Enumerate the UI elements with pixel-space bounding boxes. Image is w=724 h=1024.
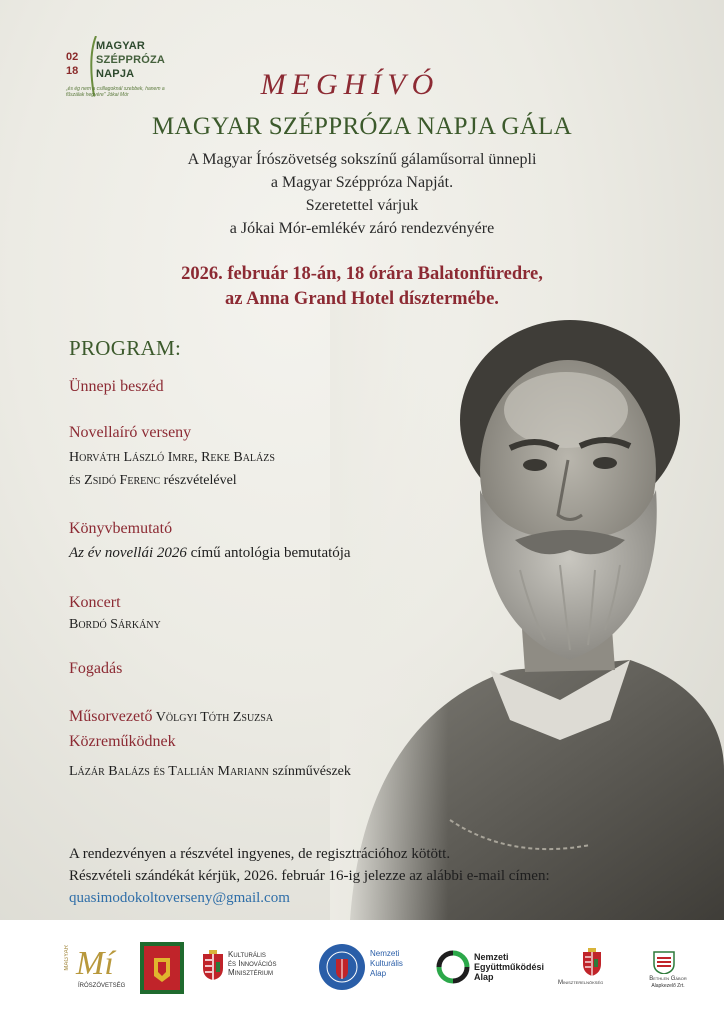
bga-emblem-icon bbox=[652, 950, 676, 974]
nea-logo: Nemzeti Együttműködési Alap bbox=[436, 950, 546, 994]
program-contest-title: Novellaíró verseny bbox=[69, 424, 192, 441]
hungarian-coat-of-arms-icon bbox=[582, 948, 602, 976]
nea-emblem-icon bbox=[436, 950, 470, 984]
invite-title: MEGHÍVÓ bbox=[260, 68, 440, 101]
kim-logo: Kulturális és Innovációs Minisztérium bbox=[202, 948, 312, 992]
program-speech: Ünnepi beszéd bbox=[69, 378, 164, 395]
program-concert-band: Bordó Sárkány bbox=[69, 617, 161, 632]
intro-line: Szeretettel várjuk bbox=[305, 197, 419, 214]
program-heading: PROGRAM: bbox=[69, 336, 182, 360]
program-contest-names: Horváth László Imre, Reke Balázs bbox=[69, 450, 275, 465]
program-contributors-title: Közreműködnek bbox=[69, 733, 176, 750]
program-reception: Fogadás bbox=[69, 660, 123, 677]
program-contributors-names: Lázár Balázs és Tallián Mariann színművészek bbox=[69, 764, 351, 779]
intro-line: a Jókai Mór-emlékév záró rendezvényére bbox=[229, 220, 495, 237]
bga-logo: Bethlen Gábor Alapkezelő Zrt. bbox=[638, 950, 698, 996]
registration-deadline: Részvételi szándékát kérjük, 2026. február 16-ig jelezze az alábbi e-mail címen: bbox=[69, 868, 550, 884]
intro-line: A Magyar Írószövetség sokszínű gálaműsorral ünnepli bbox=[187, 151, 537, 168]
intro-line: a Magyar Széppróza Napját. bbox=[270, 174, 454, 191]
registration-info bbox=[69, 843, 550, 909]
irokszovetseg-logo: MAGYAR Mí ÍRÓSZÖVETSÉG bbox=[64, 945, 126, 989]
program-contest-participation: és Zsidó Ferenc részvételével bbox=[69, 473, 237, 488]
venue-line: az Anna Grand Hotel dísztermébe. bbox=[225, 289, 499, 309]
logo-quote: „és ég nem a csillagoknál szebbek, hanem a fűszálak hegyére" Jókai Mór bbox=[66, 86, 165, 98]
nka-emblem-icon bbox=[318, 943, 366, 991]
event-title: MAGYAR SZÉPPRÓZA NAPJA GÁLA bbox=[152, 113, 572, 140]
registration-line: A rendezvényen a részvétel ingyenes, de regisztrációhoz kötött. bbox=[69, 846, 451, 862]
datetime-line: 2026. február 18-án, 18 órára Balatonfüredre, bbox=[181, 264, 543, 284]
city-coat-of-arms-icon bbox=[140, 942, 184, 994]
event-datetime bbox=[0, 262, 724, 312]
program-book-title: Könyvbemutató bbox=[69, 520, 173, 537]
logo-line-magyar: MAGYAR bbox=[96, 40, 146, 52]
nka-logo: Nemzeti Kulturális Alap bbox=[318, 943, 428, 997]
logo-line-szeppróza: SZÉPPRÓZA bbox=[96, 54, 166, 66]
logo-date: 02 18 bbox=[66, 51, 79, 77]
contact-email-link[interactable]: quasimodokoltoverseny@gmail.com bbox=[69, 890, 290, 906]
program-concert-title: Koncert bbox=[69, 594, 121, 611]
miniszterelnokseg-logo: Miniszterelnökség bbox=[558, 948, 628, 994]
hungarian-coat-of-arms-icon bbox=[202, 950, 224, 980]
intro-text bbox=[0, 148, 724, 240]
program-host: Műsorvezető Völgyi Tóth Zsuzsa bbox=[69, 708, 274, 725]
program-book-detail: Az év novellái 2026 című antológia bemutatója bbox=[69, 545, 351, 561]
logo-line-napja: NAPJA bbox=[96, 68, 135, 80]
jokai-portrait bbox=[330, 300, 724, 920]
